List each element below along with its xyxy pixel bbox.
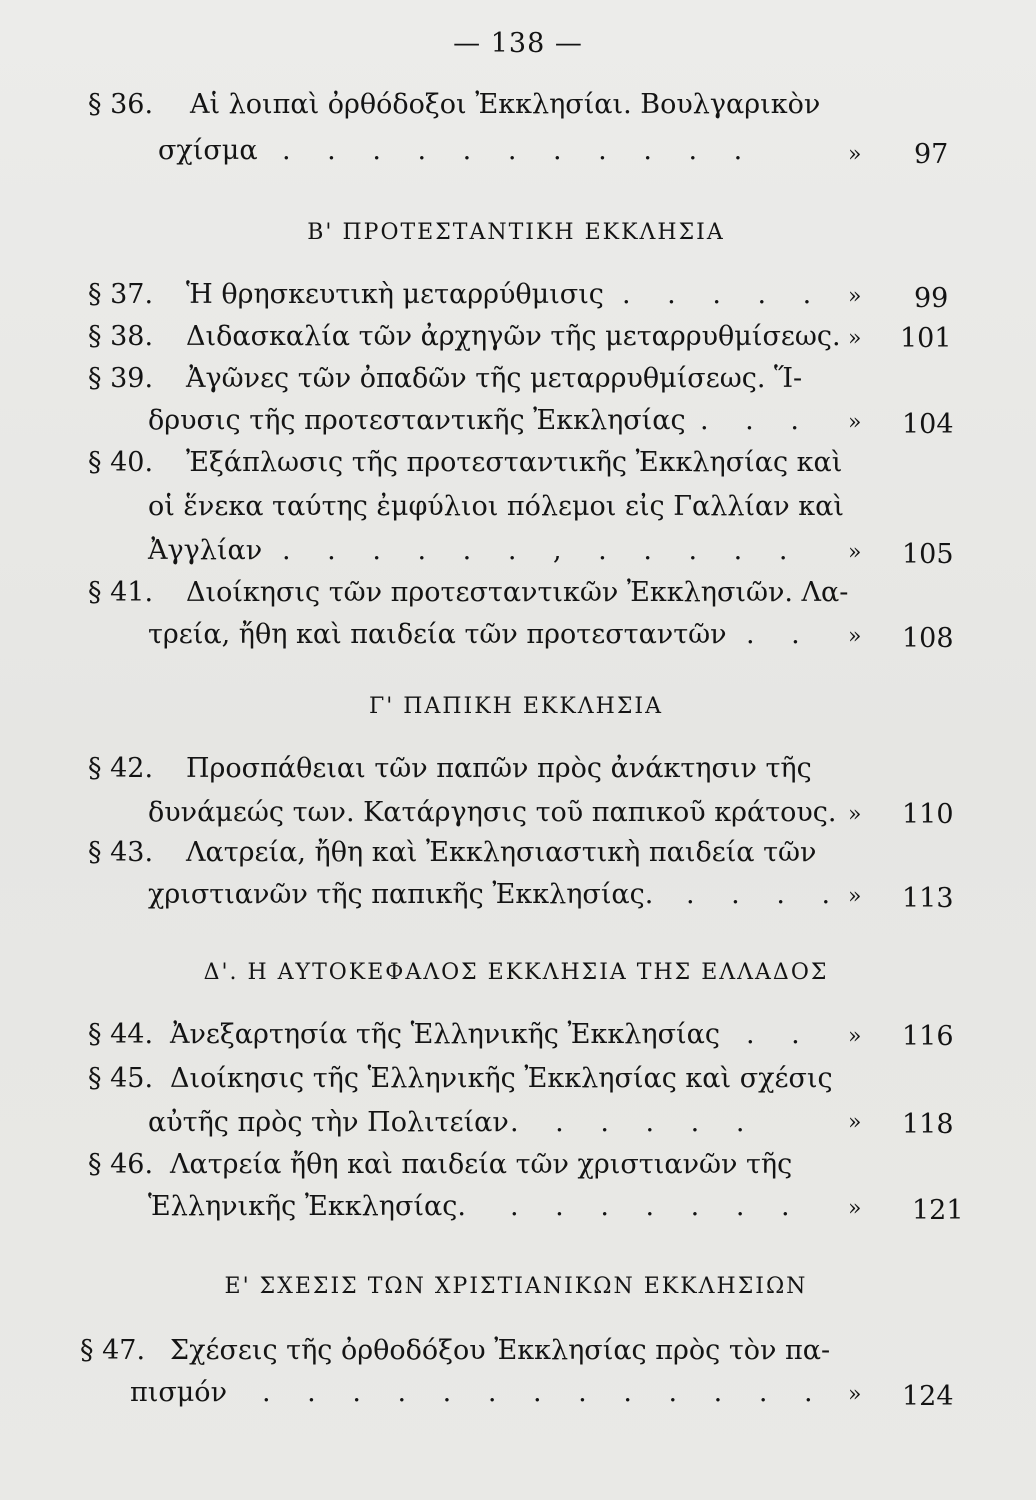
section-number: § 38. <box>88 321 154 352</box>
entry-title-line: δρυσις τῆς προτεσταντικῆς Ἐκκλησίας <box>148 405 686 436</box>
entry-title-line: Διοίκησις τῶν προτεσταντικῶν Ἐκκλησιῶν. Λα- <box>186 577 849 608</box>
dot-leader: . . . . . . . . . . . <box>282 135 757 166</box>
entry-title-line: Ἐξάπλωσις τῆς προτεσταντικῆς Ἐκκλησίας καὶ <box>186 447 843 478</box>
entry-title-line: αὐτῆς πρὸς τὴν Πολιτείαν <box>148 1107 509 1138</box>
dot-leader: . . . . . . . <box>510 1191 804 1222</box>
section-number: § 37. <box>88 279 154 310</box>
entry-title-line: Αἱ λοιπαὶ ὀρθόδοξοι Ἐκκλησίαι. Βουλγαρικὸν <box>190 89 821 120</box>
section-number: § 46. <box>88 1149 154 1180</box>
entry-title-line: Λατρεία ἤθη καὶ παιδεία τῶν χριστιανῶν τῆς <box>170 1149 793 1180</box>
page-ref: 113 <box>902 883 954 914</box>
entry-title-line: Ἀνεξαρτησία τῆς Ἑλληνικῆς Ἐκκλησίας <box>170 1019 720 1050</box>
ditto-marker: » <box>848 624 862 649</box>
entry-title-line: τρεία, ἤθη καὶ παιδεία τῶν προτεσταντῶν <box>148 619 727 650</box>
dot-leader: . . . . . . , . . . . . <box>282 535 802 566</box>
dot-leader: . . . . . . <box>510 1107 759 1138</box>
entry-title-line: Σχέσεις τῆς ὀρθοδόξου Ἐκκλησίας πρὸς τὸν πα- <box>170 1335 831 1366</box>
entry-title-line: πισμόν <box>130 1377 227 1408</box>
page-ref: 104 <box>902 409 954 440</box>
ditto-marker: » <box>848 326 862 351</box>
section-heading: Δ'. Η ΑΥΤΟΚΕΦΑΛΟΣ ΕΚΚΛΗΣΙΑ ΤΗΣ ΕΛΛΑΔΟΣ <box>203 960 829 985</box>
page-ref: 121 <box>912 1195 964 1226</box>
section-number: § 39. <box>88 363 154 394</box>
page-ref: 118 <box>902 1109 954 1140</box>
entry-title-line: Ἀγῶνες τῶν ὀπαδῶν τῆς μεταρρυθμίσεως. Ἵ- <box>186 363 803 394</box>
dot-leader: . . . . . <box>622 279 826 310</box>
dot-leader: . . . . . . . . . . . . . <box>262 1377 827 1408</box>
page-ref: 110 <box>902 799 954 830</box>
section-number: § 45. <box>88 1063 154 1094</box>
ditto-marker: » <box>848 884 862 909</box>
page-ref: 101 <box>900 323 952 354</box>
page-ref: 105 <box>902 539 954 570</box>
page-ref: 108 <box>902 623 954 654</box>
entry-title-line: χριστιανῶν τῆς παπικῆς Ἐκκλησίας. <box>148 879 654 910</box>
ditto-marker: » <box>848 284 862 309</box>
section-heading: Ε' ΣΧΕΣΙΣ ΤΩΝ ΧΡΙΣΤΙΑΝΙΚΩΝ ΕΚΚΛΗΣΙΩΝ <box>224 1274 808 1299</box>
dot-leader: . . . . <box>686 879 845 910</box>
page-ref: 99 <box>914 283 949 314</box>
ditto-marker: » <box>848 802 862 827</box>
section-heading: Β' ΠΡΟΤΕΣΤΑΝΤΙΚΗ ΕΚΚΛΗΣΙΑ <box>307 220 725 245</box>
ditto-marker: » <box>848 142 862 167</box>
entry-title-line: Λατρεία, ἤθη καὶ Ἐκκλησιαστικὴ παιδεία τῶν <box>186 837 817 868</box>
ditto-marker: » <box>848 540 862 565</box>
entry-title-line: σχίσμα <box>158 135 258 166</box>
section-number: § 47. <box>80 1335 146 1366</box>
entry-title-line: δυνάμεώς των. Κατάργησις τοῦ παπικοῦ κράτους. <box>148 797 837 828</box>
entry-title-line: Ἑλληνικῆς Ἐκκλησίας. <box>148 1191 466 1222</box>
page-number: — 138 — <box>453 28 583 59</box>
entry-title-line: οἱ ἕνεκα ταύτης ἐμφύλιοι πόλεμοι εἰς Γαλλίαν καὶ <box>148 491 844 522</box>
page-ref: 116 <box>902 1021 954 1052</box>
entry-title-line: Διοίκησις τῆς Ἑλληνικῆς Ἐκκλησίας καὶ σχέσις <box>170 1063 833 1094</box>
entry-title-line: Ἡ θρησκευτικὴ μεταρρύθμισις <box>186 279 604 310</box>
section-heading: Γ' ΠΑΠΙΚΗ ΕΚΚΛΗΣΙΑ <box>368 694 663 719</box>
section-number: § 42. <box>88 753 154 784</box>
ditto-marker: » <box>848 1196 862 1221</box>
section-number: § 44. <box>88 1019 154 1050</box>
ditto-marker: » <box>848 1024 862 1049</box>
ditto-marker: » <box>848 410 862 435</box>
section-number: § 36. <box>88 89 154 120</box>
entry-title-line: Ἀγγλίαν <box>148 535 263 566</box>
dot-leader: . . . <box>700 405 813 436</box>
entry-title-line: Προσπάθειαι τῶν παπῶν πρὸς ἀνάκτησιν τῆς <box>186 753 812 784</box>
dot-leader: . . <box>746 619 814 650</box>
dot-leader: . . <box>746 1019 814 1050</box>
section-number: § 43. <box>88 837 154 868</box>
page-ref: 97 <box>914 139 949 170</box>
ditto-marker: » <box>848 1110 862 1135</box>
section-number: § 40. <box>88 447 154 478</box>
section-number: § 41. <box>88 577 154 608</box>
entry-title-line: Διδασκαλία τῶν ἀρχηγῶν τῆς μεταρρυθμίσεως. <box>186 321 841 352</box>
page-ref: 124 <box>902 1381 954 1412</box>
ditto-marker: » <box>848 1382 862 1407</box>
